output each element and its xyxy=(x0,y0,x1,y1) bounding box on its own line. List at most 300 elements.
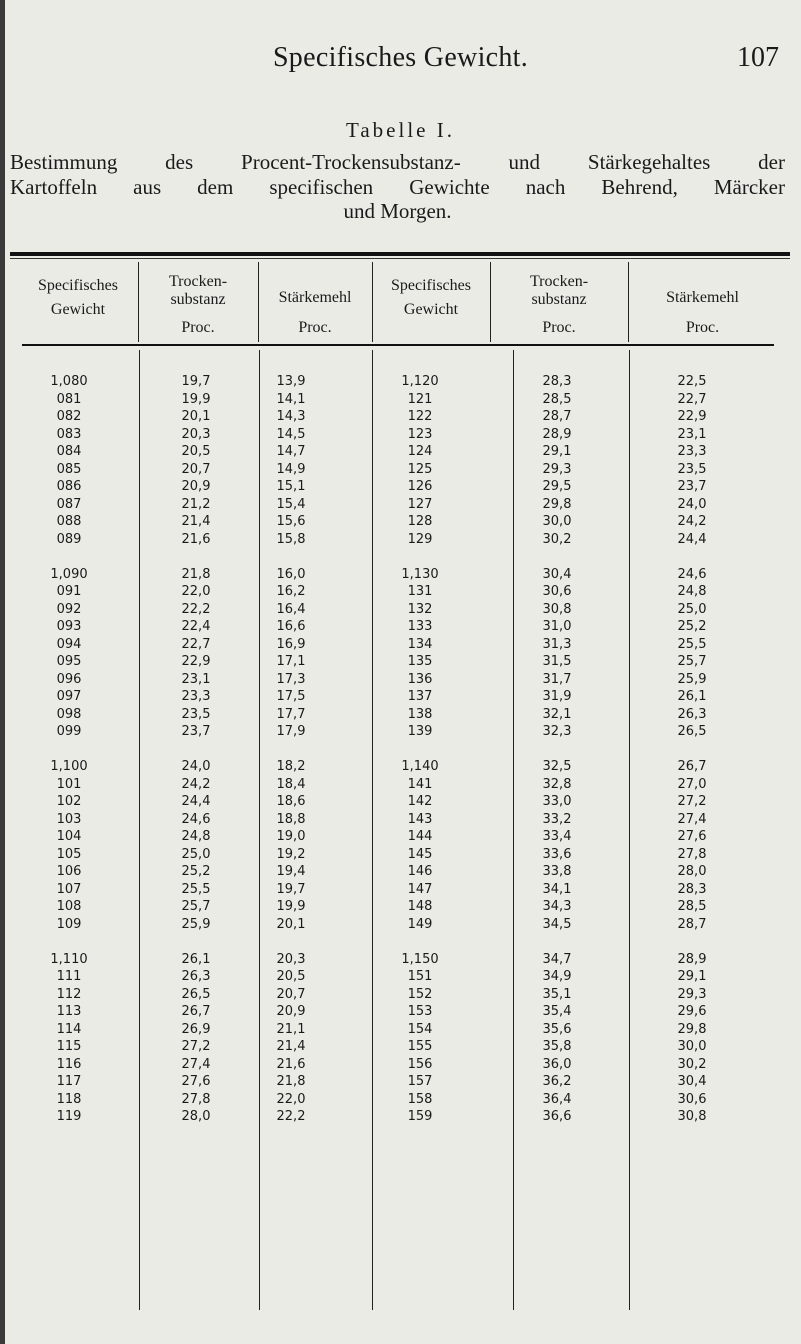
table-cell: 095 xyxy=(56,654,82,670)
table-cell: 26,9 xyxy=(181,1021,211,1037)
table-cell: 27,8 xyxy=(677,846,707,862)
table-cell: 20,1 xyxy=(276,916,306,932)
table-cell: 31,3 xyxy=(542,636,572,652)
table-cell: 34,7 xyxy=(542,951,572,967)
table-cell: 27,4 xyxy=(181,1056,211,1072)
table-cell: 111 xyxy=(56,969,82,985)
table-cell: 23,3 xyxy=(181,689,211,705)
table-row xyxy=(0,1057,801,1075)
table-cell: 098 xyxy=(56,706,82,722)
table-cell: 24,8 xyxy=(181,829,211,845)
table-cell: 22,0 xyxy=(181,584,211,600)
table-row xyxy=(0,917,801,935)
table-row xyxy=(0,1109,801,1127)
table-cell: 27,2 xyxy=(677,794,707,810)
table-row xyxy=(0,952,801,970)
table-cell: 16,4 xyxy=(276,601,306,617)
table-cell: 17,5 xyxy=(276,689,306,705)
table-title: Tabelle I. xyxy=(346,118,455,142)
table-cell: 081 xyxy=(56,391,82,407)
table-cell: 15,8 xyxy=(276,531,306,547)
table-cell: 25,7 xyxy=(181,899,211,915)
table-cell: 24,0 xyxy=(677,496,707,512)
table-cell: 14,1 xyxy=(276,391,306,407)
table-cell: 1,150 xyxy=(401,951,439,967)
table-cell: 17,9 xyxy=(276,724,306,740)
table-cell: 141 xyxy=(407,776,433,792)
table-cell: 29,6 xyxy=(677,1004,707,1020)
table-cell: 155 xyxy=(407,1039,433,1055)
table-cell: 29,1 xyxy=(542,444,572,460)
table-cell: 106 xyxy=(56,864,82,880)
table-cell: 35,1 xyxy=(542,986,572,1002)
table-cell: 35,8 xyxy=(542,1039,572,1055)
table-cell: 31,0 xyxy=(542,619,572,635)
table-cell: 24,6 xyxy=(677,566,707,582)
table-cell: 22,7 xyxy=(181,636,211,652)
table-cell: 1,090 xyxy=(50,566,88,582)
column-divider xyxy=(258,262,259,342)
top-rule-thin xyxy=(10,258,790,259)
table-cell: 29,5 xyxy=(542,479,572,495)
table-cell: 32,1 xyxy=(542,706,572,722)
table-cell: 34,1 xyxy=(542,881,572,897)
table-cell: 26,5 xyxy=(181,986,211,1002)
table-cell: 20,9 xyxy=(276,1004,306,1020)
caption-line-2: Kartoffeln aus dem specifischen Gewichte nach Behrend, Märcker xyxy=(10,174,785,199)
table-cell: 28,3 xyxy=(677,881,707,897)
table-cell: 34,5 xyxy=(542,916,572,932)
table-cell: 084 xyxy=(56,444,82,460)
table-cell: 17,7 xyxy=(276,706,306,722)
table-cell: 20,5 xyxy=(276,969,306,985)
table-cell: 24,6 xyxy=(181,811,211,827)
header-starch-1: Stärkemehl Proc. xyxy=(278,289,352,336)
table-cell: 30,6 xyxy=(677,1091,707,1107)
table-cell: 093 xyxy=(56,619,82,635)
table-cell: 113 xyxy=(56,1004,82,1020)
table-cell: 25,0 xyxy=(677,601,707,617)
table-cell: 21,4 xyxy=(276,1039,306,1055)
table-row xyxy=(0,497,801,515)
table-cell: 26,1 xyxy=(181,951,211,967)
table-cell: 31,7 xyxy=(542,671,572,687)
table-cell: 15,6 xyxy=(276,514,306,530)
table-cell: 23,7 xyxy=(677,479,707,495)
table-cell: 27,4 xyxy=(677,811,707,827)
table-cell: 26,1 xyxy=(677,689,707,705)
table-cell: 24,2 xyxy=(181,776,211,792)
table-cell: 16,6 xyxy=(276,619,306,635)
table-cell: 16,9 xyxy=(276,636,306,652)
table-row xyxy=(0,1092,801,1110)
table-cell: 118 xyxy=(56,1091,82,1107)
table-cell: 091 xyxy=(56,584,82,600)
caption-line-3: und Morgen. xyxy=(343,199,452,223)
table-cell: 123 xyxy=(407,426,433,442)
table-cell: 33,0 xyxy=(542,794,572,810)
table-cell: 24,0 xyxy=(181,759,211,774)
column-divider xyxy=(628,262,629,342)
table-cell: 28,5 xyxy=(542,391,572,407)
table-cell: 13,9 xyxy=(276,374,306,389)
table-cell: 33,4 xyxy=(542,829,572,845)
table-cell: 21,6 xyxy=(276,1056,306,1072)
table-cell: 28,0 xyxy=(677,864,707,880)
table-cell: 36,6 xyxy=(542,1109,572,1125)
table-cell: 20,1 xyxy=(181,409,211,425)
table-cell: 22,4 xyxy=(181,619,211,635)
table-row xyxy=(0,794,801,812)
table-cell: 27,6 xyxy=(677,829,707,845)
top-rule xyxy=(10,252,790,256)
table-row xyxy=(0,637,801,655)
table-row xyxy=(0,777,801,795)
table-cell: 131 xyxy=(407,584,433,600)
table-cell: 33,6 xyxy=(542,846,572,862)
table-cell: 23,1 xyxy=(181,671,211,687)
table-cell: 144 xyxy=(407,829,433,845)
table-cell: 18,4 xyxy=(276,776,306,792)
table-cell: 153 xyxy=(407,1004,433,1020)
table-row xyxy=(0,1039,801,1057)
table-cell: 14,3 xyxy=(276,409,306,425)
table-cell: 096 xyxy=(56,671,82,687)
table-row xyxy=(0,532,801,550)
table-cell: 36,0 xyxy=(542,1056,572,1072)
table-cell: 115 xyxy=(56,1039,82,1055)
table-cell: 1,080 xyxy=(50,374,88,389)
table-cell: 152 xyxy=(407,986,433,1002)
table-cell: 18,8 xyxy=(276,811,306,827)
table-cell: 14,9 xyxy=(276,461,306,477)
table-row xyxy=(0,987,801,1005)
header-dry-matter-1: Trocken- substanz Proc. xyxy=(168,273,228,336)
table-cell: 1,100 xyxy=(50,759,88,774)
table-row xyxy=(0,1022,801,1040)
table-cell: 21,6 xyxy=(181,531,211,547)
table-cell: 19,7 xyxy=(181,374,211,389)
table-cell: 19,7 xyxy=(276,881,306,897)
table-cell: 133 xyxy=(407,619,433,635)
table-cell: 137 xyxy=(407,689,433,705)
table-cell: 22,5 xyxy=(677,374,707,389)
table-cell: 28,9 xyxy=(677,951,707,967)
table-cell: 102 xyxy=(56,794,82,810)
table-cell: 20,7 xyxy=(181,461,211,477)
table-cell: 158 xyxy=(407,1091,433,1107)
table-cell: 116 xyxy=(56,1056,82,1072)
table-cell: 30,8 xyxy=(677,1109,707,1125)
table-cell: 099 xyxy=(56,724,82,740)
table-cell: 114 xyxy=(56,1021,82,1037)
page-number: 107 xyxy=(737,42,779,73)
table-row xyxy=(0,969,801,987)
table-cell: 28,0 xyxy=(181,1109,211,1125)
caption-line-1: Bestimmung des Procent-Trockensubstanz- und Stärkegehaltes der xyxy=(10,150,785,174)
table-cell: 20,9 xyxy=(181,479,211,495)
table-row xyxy=(0,724,801,742)
table-cell: 157 xyxy=(407,1074,433,1090)
table-cell: 26,3 xyxy=(181,969,211,985)
table-cell: 30,8 xyxy=(542,601,572,617)
table-cell: 18,2 xyxy=(276,759,306,774)
table-cell: 19,0 xyxy=(276,829,306,845)
table-cell: 147 xyxy=(407,881,433,897)
table-cell: 088 xyxy=(56,514,82,530)
table-row xyxy=(0,514,801,532)
table-row xyxy=(0,899,801,917)
table-row xyxy=(0,619,801,637)
table-cell: 17,1 xyxy=(276,654,306,670)
table-cell: 134 xyxy=(407,636,433,652)
table-cell: 16,2 xyxy=(276,584,306,600)
table-cell: 138 xyxy=(407,706,433,722)
table-cell: 19,4 xyxy=(276,864,306,880)
column-divider xyxy=(372,262,373,342)
table-cell: 136 xyxy=(407,671,433,687)
table-cell: 139 xyxy=(407,724,433,740)
table-cell: 27,2 xyxy=(181,1039,211,1055)
table-cell: 127 xyxy=(407,496,433,512)
table-row xyxy=(0,882,801,900)
table-cell: 26,7 xyxy=(677,759,707,774)
table-cell: 135 xyxy=(407,654,433,670)
table-cell: 159 xyxy=(407,1109,433,1125)
table-row xyxy=(0,864,801,882)
table-cell: 143 xyxy=(407,811,433,827)
table-row xyxy=(0,847,801,865)
header-starch-2: Stärkemehl Proc. xyxy=(666,289,739,336)
table-cell: 101 xyxy=(56,776,82,792)
table-cell: 23,5 xyxy=(181,706,211,722)
table-cell: 21,8 xyxy=(181,566,211,582)
table-cell: 24,4 xyxy=(677,531,707,547)
table-row xyxy=(0,829,801,847)
table-row xyxy=(0,1074,801,1092)
table-cell: 085 xyxy=(56,461,82,477)
table-cell: 25,2 xyxy=(677,619,707,635)
table-cell: 094 xyxy=(56,636,82,652)
table-cell: 14,7 xyxy=(276,444,306,460)
table-cell: 31,5 xyxy=(542,654,572,670)
table-cell: 25,9 xyxy=(181,916,211,932)
table-cell: 105 xyxy=(56,846,82,862)
table-cell: 154 xyxy=(407,1021,433,1037)
table-cell: 26,5 xyxy=(677,724,707,740)
table-row xyxy=(0,409,801,427)
table-cell: 1,130 xyxy=(401,566,439,582)
table-cell: 36,2 xyxy=(542,1074,572,1090)
table-cell: 14,5 xyxy=(276,426,306,442)
header-rule xyxy=(22,344,774,346)
column-divider xyxy=(490,262,491,342)
table-cell: 15,1 xyxy=(276,479,306,495)
table-cell: 15,4 xyxy=(276,496,306,512)
table-cell: 27,0 xyxy=(677,776,707,792)
table-row xyxy=(0,602,801,620)
table-cell: 112 xyxy=(56,986,82,1002)
table-row xyxy=(0,479,801,497)
table-cell: 103 xyxy=(56,811,82,827)
table-cell: 23,1 xyxy=(677,426,707,442)
table-cell: 26,7 xyxy=(181,1004,211,1020)
table-cell: 107 xyxy=(56,881,82,897)
table-cell: 22,0 xyxy=(276,1091,306,1107)
table-cell: 19,9 xyxy=(276,899,306,915)
table-cell: 33,8 xyxy=(542,864,572,880)
table-cell: 146 xyxy=(407,864,433,880)
table-cell: 18,6 xyxy=(276,794,306,810)
table-cell: 089 xyxy=(56,531,82,547)
table-cell: 28,3 xyxy=(542,374,572,389)
table-cell: 082 xyxy=(56,409,82,425)
table-cell: 35,6 xyxy=(542,1021,572,1037)
table-cell: 129 xyxy=(407,531,433,547)
table-cell: 083 xyxy=(56,426,82,442)
table-cell: 33,2 xyxy=(542,811,572,827)
table-cell: 35,4 xyxy=(542,1004,572,1020)
table-cell: 23,3 xyxy=(677,444,707,460)
table-cell: 27,8 xyxy=(181,1091,211,1107)
table-cell: 30,2 xyxy=(677,1056,707,1072)
table-cell: 149 xyxy=(407,916,433,932)
running-title: Specifisches Gewicht. xyxy=(272,42,529,73)
table-cell: 21,4 xyxy=(181,514,211,530)
table-cell: 122 xyxy=(407,409,433,425)
table-cell: 1,110 xyxy=(50,951,88,967)
table-cell: 128 xyxy=(407,514,433,530)
table-cell: 22,7 xyxy=(677,391,707,407)
table-cell: 25,5 xyxy=(677,636,707,652)
table-row xyxy=(0,567,801,585)
table-cell: 30,2 xyxy=(542,531,572,547)
table-cell: 22,2 xyxy=(276,1109,306,1125)
header-dry-matter-2: Trocken- substanz Proc. xyxy=(529,273,589,336)
table-cell: 36,4 xyxy=(542,1091,572,1107)
table-cell: 30,0 xyxy=(542,514,572,530)
table-row xyxy=(0,392,801,410)
table-row xyxy=(0,427,801,445)
table-cell: 21,8 xyxy=(276,1074,306,1090)
table-cell: 29,1 xyxy=(677,969,707,985)
table-cell: 28,7 xyxy=(542,409,572,425)
table-cell: 19,9 xyxy=(181,391,211,407)
table-cell: 28,9 xyxy=(542,426,572,442)
table-row xyxy=(0,584,801,602)
table-row xyxy=(0,444,801,462)
table-cell: 26,3 xyxy=(677,706,707,722)
table-cell: 151 xyxy=(407,969,433,985)
table-cell: 25,0 xyxy=(181,846,211,862)
page-header xyxy=(0,42,801,82)
table-cell: 25,9 xyxy=(677,671,707,687)
table-cell: 142 xyxy=(407,794,433,810)
table-cell: 087 xyxy=(56,496,82,512)
table-row xyxy=(0,707,801,725)
table-cell: 30,4 xyxy=(677,1074,707,1090)
table-cell: 22,9 xyxy=(181,654,211,670)
header-specific-gravity-1: Specifisches Gewicht xyxy=(38,277,118,318)
table-cell: 17,3 xyxy=(276,671,306,687)
table-cell: 29,8 xyxy=(542,496,572,512)
table-cell: 27,6 xyxy=(181,1074,211,1090)
table-row xyxy=(0,689,801,707)
table-cell: 24,4 xyxy=(181,794,211,810)
table-cell: 108 xyxy=(56,899,82,915)
table-cell: 1,140 xyxy=(401,759,439,774)
table-cell: 34,3 xyxy=(542,899,572,915)
header-specific-gravity-2: Specifisches Gewicht xyxy=(391,277,471,318)
table-cell: 117 xyxy=(56,1074,82,1090)
table-row xyxy=(0,654,801,672)
table-cell: 20,7 xyxy=(276,986,306,1002)
table-row xyxy=(0,759,801,777)
table-cell: 23,5 xyxy=(677,461,707,477)
table-cell: 28,7 xyxy=(677,916,707,932)
table-cell: 29,3 xyxy=(542,461,572,477)
table-cell: 20,5 xyxy=(181,444,211,460)
table-cell: 156 xyxy=(407,1056,433,1072)
table-cell: 20,3 xyxy=(276,951,306,967)
table-cell: 30,4 xyxy=(542,566,572,582)
table-row xyxy=(0,812,801,830)
table-cell: 104 xyxy=(56,829,82,845)
table-cell: 126 xyxy=(407,479,433,495)
table-cell: 25,7 xyxy=(677,654,707,670)
table-cell: 32,5 xyxy=(542,759,572,774)
table-cell: 30,6 xyxy=(542,584,572,600)
table-cell: 097 xyxy=(56,689,82,705)
table-cell: 109 xyxy=(56,916,82,932)
table-cell: 1,120 xyxy=(401,374,439,389)
table-cell: 25,5 xyxy=(181,881,211,897)
table-cell: 21,2 xyxy=(181,496,211,512)
table-cell: 145 xyxy=(407,846,433,862)
table-cell: 32,3 xyxy=(542,724,572,740)
table-row xyxy=(0,462,801,480)
table-cell: 20,3 xyxy=(181,426,211,442)
table-cell: 24,2 xyxy=(677,514,707,530)
table-cell: 21,1 xyxy=(276,1021,306,1037)
table-cell: 31,9 xyxy=(542,689,572,705)
table-cell: 30,0 xyxy=(677,1039,707,1055)
table-cell: 092 xyxy=(56,601,82,617)
table-cell: 132 xyxy=(407,601,433,617)
table-cell: 119 xyxy=(56,1109,82,1125)
table-cell: 25,2 xyxy=(181,864,211,880)
table-cell: 125 xyxy=(407,461,433,477)
table-cell: 32,8 xyxy=(542,776,572,792)
table-row xyxy=(0,1004,801,1022)
table-cell: 22,9 xyxy=(677,409,707,425)
table-cell: 24,8 xyxy=(677,584,707,600)
table-cell: 19,2 xyxy=(276,846,306,862)
column-divider xyxy=(138,262,139,342)
table-caption xyxy=(10,150,785,224)
table-cell: 34,9 xyxy=(542,969,572,985)
table-cell: 121 xyxy=(407,391,433,407)
table-cell: 16,0 xyxy=(276,566,306,582)
table-cell: 29,8 xyxy=(677,1021,707,1037)
table-row xyxy=(0,672,801,690)
table-cell: 086 xyxy=(56,479,82,495)
table-cell: 23,7 xyxy=(181,724,211,740)
table-cell: 22,2 xyxy=(181,601,211,617)
table-cell: 28,5 xyxy=(677,899,707,915)
table-row xyxy=(0,374,801,392)
table-cell: 29,3 xyxy=(677,986,707,1002)
